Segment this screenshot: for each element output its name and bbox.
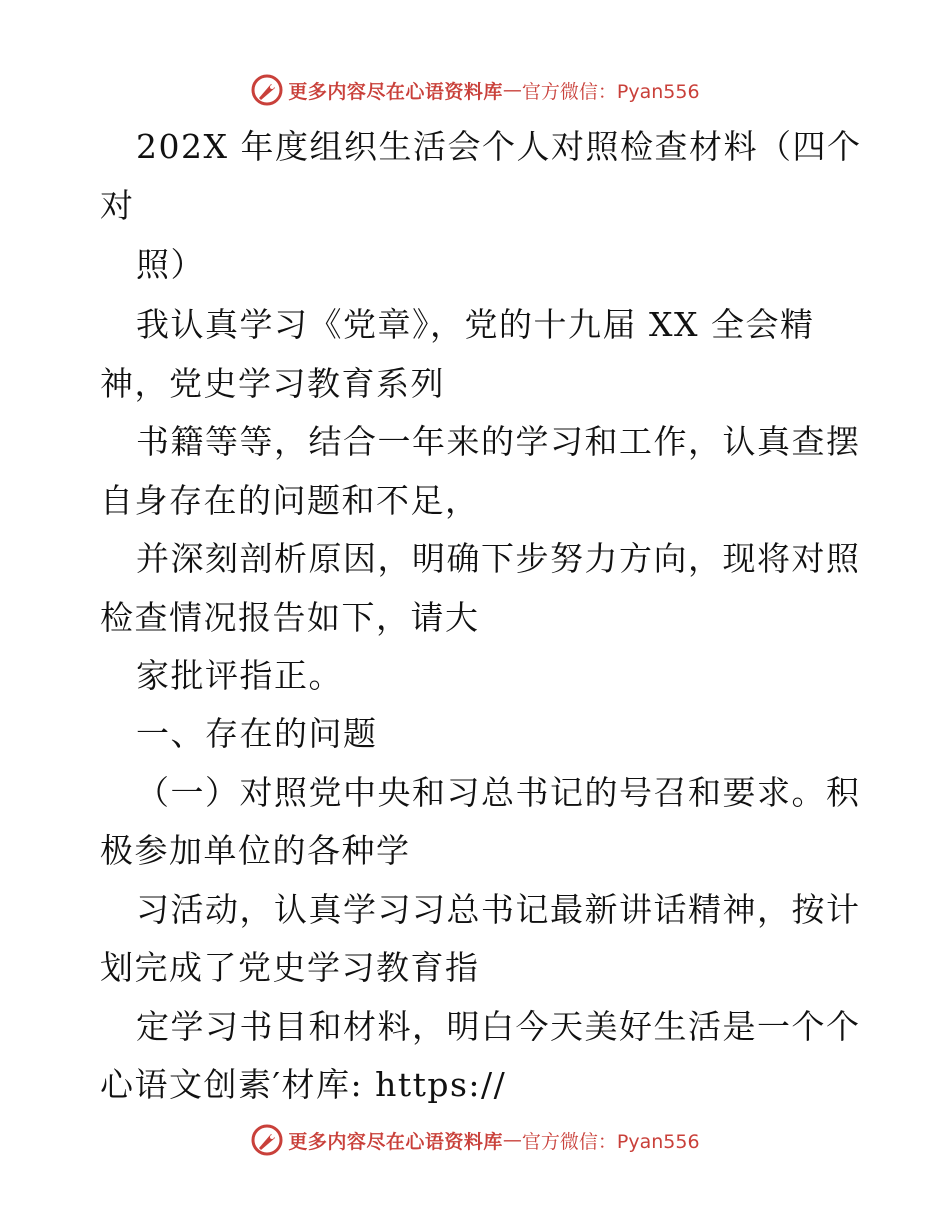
doc-line: 神，党史学习教育系列	[100, 364, 445, 403]
banner-main-text: 更多内容尽在心语资料库	[288, 1130, 503, 1153]
doc-line: 家批评指正。	[136, 656, 343, 695]
banner-main-text: 更多内容尽在心语资料库	[288, 80, 503, 103]
doc-line: （一）对照党中央和习总书记的号召和要求。积	[136, 773, 861, 812]
doc-line: 照）	[136, 245, 205, 284]
doc-line: 202X 年度组织生活会个人对照检查材料（四个	[136, 127, 862, 166]
doc-line: 划完成了党史学习教育指	[100, 948, 480, 987]
doc-line: 心语文创素′材库: https://	[100, 1065, 507, 1104]
doc-line: 习活动，认真学习习总书记最新讲话精神，按计	[136, 890, 861, 929]
doc-line: 自身存在的问题和不足，	[100, 481, 480, 520]
footer-banner	[0, 1120, 950, 1160]
section-heading: 一、存在的问题	[136, 714, 378, 753]
doc-line: 对	[100, 186, 135, 225]
doc-line: 书籍等等，结合一年来的学习和工作，认真查摆	[136, 422, 861, 461]
banner-wechat-text: 官方微信：Pyan556	[521, 1130, 700, 1153]
doc-line: 定学习书目和材料，明白今天美好生活是一个个	[136, 1007, 861, 1046]
pen-nib-logo-icon	[250, 73, 284, 107]
header-banner	[0, 70, 950, 110]
pen-nib-logo-icon	[250, 1123, 284, 1157]
banner-separator: —	[502, 79, 522, 101]
doc-line: 并深刻剖析原因，明确下步努力方向，现将对照	[136, 539, 861, 578]
doc-line: 检查情况报告如下，请大	[100, 598, 480, 637]
banner-separator: —	[502, 1129, 522, 1151]
doc-line: 我认真学习《党章》，党的十九届 XX 全会精	[136, 305, 815, 344]
banner-wechat-text: 官方微信：Pyan556	[521, 80, 700, 103]
doc-line: 极参加单位的各种学	[100, 831, 411, 870]
